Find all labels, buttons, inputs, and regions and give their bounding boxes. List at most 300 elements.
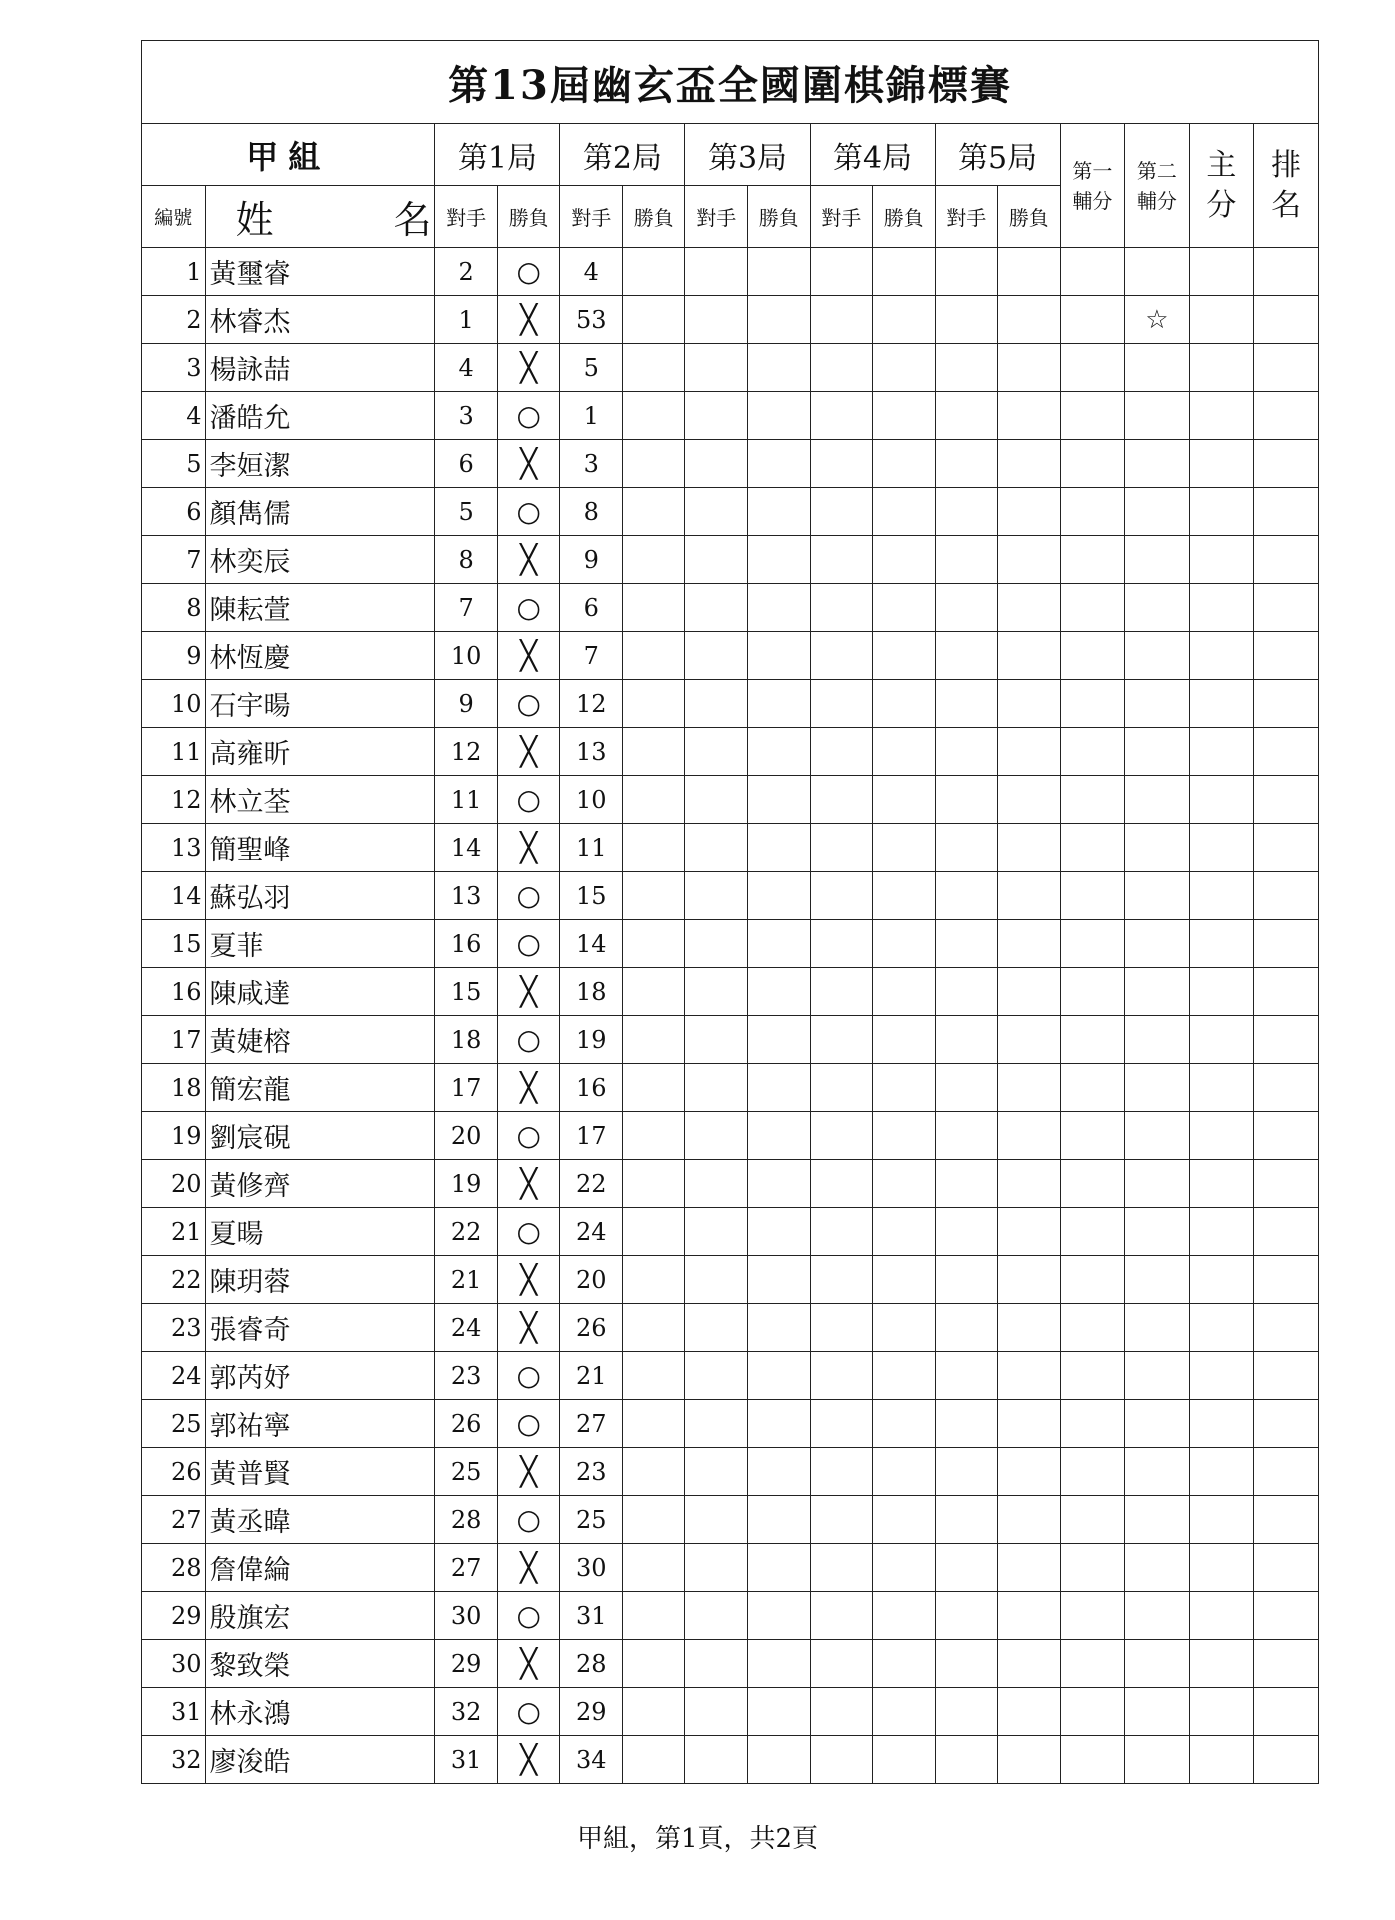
- round-3-result: [748, 1544, 811, 1592]
- round-2-opponent: 18: [560, 968, 623, 1016]
- results-table: [141, 40, 1319, 1784]
- rank-cell: [1254, 872, 1319, 920]
- round-1-opponent: 11: [435, 776, 498, 824]
- round-5-opponent: [935, 440, 998, 488]
- round-5-opponent: [935, 824, 998, 872]
- name-header-left: 姓: [235, 198, 274, 242]
- round-1-result: ╳: [497, 1544, 560, 1592]
- round-5-result: [998, 824, 1061, 872]
- round-2-opponent: 34: [560, 1736, 623, 1784]
- main-score-line1: 主: [1206, 147, 1237, 183]
- round-5-result: [998, 536, 1061, 584]
- round-3-opponent: [685, 1352, 748, 1400]
- round-3-result: [748, 1496, 811, 1544]
- rank-cell: [1254, 488, 1319, 536]
- result-header: 勝負: [873, 186, 936, 248]
- round-5-result: [998, 1112, 1061, 1160]
- round-1-result: ╳: [497, 296, 560, 344]
- round-3-result: [748, 248, 811, 296]
- round-1-opponent: 2: [435, 248, 498, 296]
- tiebreak-2-cell: [1125, 1640, 1190, 1688]
- round-3-header: 第3局: [685, 124, 810, 186]
- result-header: 勝負: [497, 186, 560, 248]
- player-number: 14: [142, 872, 206, 920]
- round-3-opponent: [685, 1592, 748, 1640]
- tiebreak-1-cell: [1060, 728, 1125, 776]
- table-row: [142, 1064, 1319, 1112]
- player-number: 15: [142, 920, 206, 968]
- main-score-cell: [1189, 248, 1254, 296]
- player-name: 郭芮妤: [205, 1352, 435, 1400]
- table-row: [142, 1016, 1319, 1064]
- round-3-opponent: [685, 1640, 748, 1688]
- round-4-result: [873, 680, 936, 728]
- rank-cell: [1254, 680, 1319, 728]
- rank-cell: [1254, 1544, 1319, 1592]
- round-1-opponent: 5: [435, 488, 498, 536]
- round-4-opponent: [810, 1304, 873, 1352]
- round-3-opponent: [685, 1496, 748, 1544]
- round-3-result: [748, 632, 811, 680]
- round-2-result: [622, 488, 685, 536]
- round-4-result: [873, 872, 936, 920]
- player-name: 廖浚皓: [205, 1736, 435, 1784]
- round-5-opponent: [935, 1112, 998, 1160]
- round-3-result: [748, 872, 811, 920]
- opponent-header: 對手: [435, 186, 498, 248]
- tiebreak-1-cell: [1060, 1112, 1125, 1160]
- round-2-result: [622, 1160, 685, 1208]
- group-name: 甲組: [142, 124, 435, 186]
- tiebreak-1-cell: [1060, 1544, 1125, 1592]
- tiebreak-1-cell: [1060, 1448, 1125, 1496]
- round-5-opponent: [935, 1448, 998, 1496]
- round-4-opponent: [810, 680, 873, 728]
- round-5-result: [998, 1208, 1061, 1256]
- round-1-opponent: 28: [435, 1496, 498, 1544]
- round-4-opponent: [810, 488, 873, 536]
- opponent-header: 對手: [560, 186, 623, 248]
- player-number: 28: [142, 1544, 206, 1592]
- round-1-opponent: 4: [435, 344, 498, 392]
- round-2-opponent: 16: [560, 1064, 623, 1112]
- table-row: [142, 1736, 1319, 1784]
- round-3-result: [748, 1064, 811, 1112]
- round-4-opponent: [810, 344, 873, 392]
- main-score-cell: [1189, 1448, 1254, 1496]
- round-5-opponent: [935, 680, 998, 728]
- player-number: 32: [142, 1736, 206, 1784]
- main-score-cell: [1189, 536, 1254, 584]
- round-2-result: [622, 248, 685, 296]
- round-2-opponent: 19: [560, 1016, 623, 1064]
- round-2-result: [622, 1016, 685, 1064]
- round-2-result: [622, 1640, 685, 1688]
- main-score-cell: [1189, 968, 1254, 1016]
- round-1-opponent: 26: [435, 1400, 498, 1448]
- player-number: 2: [142, 296, 206, 344]
- round-2-opponent: 23: [560, 1448, 623, 1496]
- tiebreak-2-cell: [1125, 1304, 1190, 1352]
- main-score-cell: [1189, 1256, 1254, 1304]
- result-header: 勝負: [998, 186, 1061, 248]
- round-5-result: [998, 1736, 1061, 1784]
- round-5-result: [998, 1352, 1061, 1400]
- round-3-opponent: [685, 1256, 748, 1304]
- rank-cell: [1254, 1016, 1319, 1064]
- player-name: 陳咸達: [205, 968, 435, 1016]
- round-5-opponent: [935, 1688, 998, 1736]
- round-4-result: [873, 776, 936, 824]
- round-4-result: [873, 344, 936, 392]
- round-1-opponent: 30: [435, 1592, 498, 1640]
- round-2-opponent: 6: [560, 584, 623, 632]
- player-number: 19: [142, 1112, 206, 1160]
- main-score-cell: [1189, 872, 1254, 920]
- rank-header: [1254, 124, 1319, 248]
- main-score-cell: [1189, 1208, 1254, 1256]
- player-name: 夏暘: [205, 1208, 435, 1256]
- round-4-header: 第4局: [810, 124, 935, 186]
- round-4-result: [873, 1112, 936, 1160]
- table-row: [142, 1208, 1319, 1256]
- round-5-opponent: [935, 632, 998, 680]
- tiebreak-2-cell: [1125, 392, 1190, 440]
- tiebreak-2-cell: [1125, 728, 1190, 776]
- round-3-result: [748, 296, 811, 344]
- round-3-opponent: [685, 392, 748, 440]
- player-name: 林睿杰: [205, 296, 435, 344]
- tiebreak-2-cell: [1125, 536, 1190, 584]
- round-1-opponent: 29: [435, 1640, 498, 1688]
- table-row: [142, 248, 1319, 296]
- round-1-result: ○: [497, 1112, 560, 1160]
- rank-line1: 排: [1271, 147, 1302, 183]
- result-header: 勝負: [748, 186, 811, 248]
- round-4-result: [873, 440, 936, 488]
- round-3-opponent: [685, 1688, 748, 1736]
- round-4-opponent: [810, 1496, 873, 1544]
- player-name: 郭祐寧: [205, 1400, 435, 1448]
- round-5-result: [998, 728, 1061, 776]
- tiebreak-2-cell: [1125, 632, 1190, 680]
- round-1-opponent: 7: [435, 584, 498, 632]
- player-name: 黃璽睿: [205, 248, 435, 296]
- round-1-result: ○: [497, 1592, 560, 1640]
- round-2-opponent: 10: [560, 776, 623, 824]
- round-3-result: [748, 824, 811, 872]
- round-1-opponent: 21: [435, 1256, 498, 1304]
- round-3-result: [748, 392, 811, 440]
- main-score-cell: [1189, 1592, 1254, 1640]
- round-1-result: ╳: [497, 1304, 560, 1352]
- round-1-opponent: 16: [435, 920, 498, 968]
- round-1-opponent: 12: [435, 728, 498, 776]
- round-4-result: [873, 488, 936, 536]
- round-2-opponent: 22: [560, 1160, 623, 1208]
- tiebreak-1-cell: [1060, 776, 1125, 824]
- rank-cell: [1254, 1064, 1319, 1112]
- player-number: 25: [142, 1400, 206, 1448]
- round-1-opponent: 20: [435, 1112, 498, 1160]
- round-5-result: [998, 776, 1061, 824]
- round-2-opponent: 9: [560, 536, 623, 584]
- round-3-opponent: [685, 1304, 748, 1352]
- round-4-result: [873, 296, 936, 344]
- round-1-result: ╳: [497, 1160, 560, 1208]
- table-row: [142, 1112, 1319, 1160]
- table-row: [142, 968, 1319, 1016]
- round-2-opponent: 1: [560, 392, 623, 440]
- round-5-result: [998, 1448, 1061, 1496]
- round-4-result: [873, 1736, 936, 1784]
- round-4-opponent: [810, 1688, 873, 1736]
- tiebreak-2-cell: [1125, 1160, 1190, 1208]
- round-3-result: [748, 1400, 811, 1448]
- rank-cell: [1254, 1688, 1319, 1736]
- round-4-opponent: [810, 632, 873, 680]
- round-2-result: [622, 1400, 685, 1448]
- opponent-header: 對手: [685, 186, 748, 248]
- tiebreak-2-cell: [1125, 584, 1190, 632]
- round-2-opponent: 13: [560, 728, 623, 776]
- rank-cell: [1254, 1256, 1319, 1304]
- round-3-opponent: [685, 488, 748, 536]
- main-score-cell: [1189, 1400, 1254, 1448]
- player-number: 10: [142, 680, 206, 728]
- player-number: 21: [142, 1208, 206, 1256]
- round-2-opponent: 28: [560, 1640, 623, 1688]
- table-row: [142, 344, 1319, 392]
- player-number: 29: [142, 1592, 206, 1640]
- round-4-result: [873, 248, 936, 296]
- main-score-cell: [1189, 1688, 1254, 1736]
- round-3-opponent: [685, 1448, 748, 1496]
- round-3-opponent: [685, 872, 748, 920]
- table-row: [142, 728, 1319, 776]
- round-2-opponent: 17: [560, 1112, 623, 1160]
- round-4-result: [873, 1688, 936, 1736]
- player-name: 殷旗宏: [205, 1592, 435, 1640]
- round-4-opponent: [810, 1592, 873, 1640]
- round-2-result: [622, 1688, 685, 1736]
- player-number: 31: [142, 1688, 206, 1736]
- table-row: [142, 1448, 1319, 1496]
- tiebreak-1-cell: [1060, 1640, 1125, 1688]
- round-5-opponent: [935, 1304, 998, 1352]
- round-2-result: [622, 1352, 685, 1400]
- round-2-result: [622, 344, 685, 392]
- rank-cell: [1254, 1400, 1319, 1448]
- main-score-cell: [1189, 392, 1254, 440]
- rank-cell: [1254, 1496, 1319, 1544]
- round-2-opponent: 53: [560, 296, 623, 344]
- number-header: 編號: [142, 186, 206, 248]
- round-4-result: [873, 1544, 936, 1592]
- round-3-result: [748, 1688, 811, 1736]
- round-4-opponent: [810, 1112, 873, 1160]
- main-score-cell: [1189, 1352, 1254, 1400]
- round-2-result: [622, 824, 685, 872]
- round-5-opponent: [935, 488, 998, 536]
- table-row: [142, 680, 1319, 728]
- round-5-result: [998, 1544, 1061, 1592]
- round-5-opponent: [935, 1016, 998, 1064]
- round-1-opponent: 1: [435, 296, 498, 344]
- round-1-result: ○: [497, 1208, 560, 1256]
- main-score-cell: [1189, 1016, 1254, 1064]
- round-5-opponent: [935, 1592, 998, 1640]
- round-5-result: [998, 680, 1061, 728]
- tiebreak-1-cell: [1060, 1736, 1125, 1784]
- round-2-opponent: 26: [560, 1304, 623, 1352]
- player-number: 16: [142, 968, 206, 1016]
- tiebreak-2-cell: [1125, 1400, 1190, 1448]
- round-1-opponent: 10: [435, 632, 498, 680]
- round-4-opponent: [810, 872, 873, 920]
- table-row: [142, 1160, 1319, 1208]
- player-name: 林恆慶: [205, 632, 435, 680]
- round-1-result: ○: [497, 1352, 560, 1400]
- tiebreak-1-header: [1060, 124, 1125, 248]
- round-3-opponent: [685, 584, 748, 632]
- rank-cell: [1254, 728, 1319, 776]
- player-name: 簡宏龍: [205, 1064, 435, 1112]
- round-5-result: [998, 584, 1061, 632]
- round-5-opponent: [935, 1352, 998, 1400]
- round-2-result: [622, 776, 685, 824]
- tiebreak-2-cell: [1125, 248, 1190, 296]
- round-3-opponent: [685, 968, 748, 1016]
- tiebreak-2-cell: [1125, 1496, 1190, 1544]
- tiebreak-2-cell: [1125, 488, 1190, 536]
- rank-cell: [1254, 1736, 1319, 1784]
- table-row: [142, 824, 1319, 872]
- player-name: 劉宸硯: [205, 1112, 435, 1160]
- round-2-opponent: 12: [560, 680, 623, 728]
- tiebreak-1-cell: [1060, 1160, 1125, 1208]
- player-name: 潘皓允: [205, 392, 435, 440]
- round-2-result: [622, 1256, 685, 1304]
- round-3-result: [748, 440, 811, 488]
- round-1-opponent: 9: [435, 680, 498, 728]
- round-4-opponent: [810, 440, 873, 488]
- round-4-opponent: [810, 824, 873, 872]
- tiebreak-2-cell: [1125, 1064, 1190, 1112]
- player-number: 9: [142, 632, 206, 680]
- round-3-opponent: [685, 1208, 748, 1256]
- tiebreak-1-cell: [1060, 968, 1125, 1016]
- main-score-cell: [1189, 584, 1254, 632]
- round-5-opponent: [935, 920, 998, 968]
- player-number: 7: [142, 536, 206, 584]
- round-1-result: ○: [497, 1496, 560, 1544]
- round-2-opponent: 25: [560, 1496, 623, 1544]
- round-1-result: ╳: [497, 1256, 560, 1304]
- round-3-opponent: [685, 1016, 748, 1064]
- tiebreak-2-cell: [1125, 776, 1190, 824]
- round-5-result: [998, 632, 1061, 680]
- round-1-opponent: 15: [435, 968, 498, 1016]
- round-4-result: [873, 1016, 936, 1064]
- round-2-header: 第2局: [560, 124, 685, 186]
- round-5-result: [998, 968, 1061, 1016]
- round-5-result: [998, 440, 1061, 488]
- round-3-opponent: [685, 1112, 748, 1160]
- round-3-result: [748, 920, 811, 968]
- rank-cell: [1254, 584, 1319, 632]
- player-name: 高雍昕: [205, 728, 435, 776]
- round-3-opponent: [685, 1064, 748, 1112]
- round-5-opponent: [935, 872, 998, 920]
- tiebreak-2-cell: [1125, 1208, 1190, 1256]
- round-2-result: [622, 296, 685, 344]
- round-1-result: ○: [497, 776, 560, 824]
- round-1-result: ○: [497, 392, 560, 440]
- main-score-line2: 分: [1206, 187, 1237, 223]
- table-row: [142, 1256, 1319, 1304]
- player-number: 24: [142, 1352, 206, 1400]
- rank-cell: [1254, 920, 1319, 968]
- round-2-opponent: 5: [560, 344, 623, 392]
- tiebreak-1-cell: [1060, 488, 1125, 536]
- rank-cell: [1254, 440, 1319, 488]
- rank-cell: [1254, 776, 1319, 824]
- round-5-result: [998, 1640, 1061, 1688]
- main-score-cell: [1189, 824, 1254, 872]
- round-4-result: [873, 968, 936, 1016]
- player-name: 林立荃: [205, 776, 435, 824]
- round-5-result: [998, 1400, 1061, 1448]
- tiebreak-2-cell: [1125, 344, 1190, 392]
- round-5-opponent: [935, 728, 998, 776]
- round-2-result: [622, 872, 685, 920]
- round-2-result: [622, 440, 685, 488]
- round-4-result: [873, 1448, 936, 1496]
- rank-cell: [1254, 1160, 1319, 1208]
- round-3-opponent: [685, 776, 748, 824]
- tiebreak-2-cell: [1125, 1448, 1190, 1496]
- main-score-cell: [1189, 680, 1254, 728]
- round-2-result: [622, 680, 685, 728]
- rank-cell: [1254, 248, 1319, 296]
- round-1-header: 第1局: [435, 124, 560, 186]
- round-2-opponent: 30: [560, 1544, 623, 1592]
- round-1-result: ╳: [497, 344, 560, 392]
- player-number: 6: [142, 488, 206, 536]
- tiebreak-2-cell: [1125, 1544, 1190, 1592]
- tiebreak-1-cell: [1060, 248, 1125, 296]
- round-4-opponent: [810, 392, 873, 440]
- result-header: 勝負: [622, 186, 685, 248]
- round-5-opponent: [935, 248, 998, 296]
- round-3-result: [748, 1016, 811, 1064]
- round-4-opponent: [810, 1016, 873, 1064]
- round-5-result: [998, 1256, 1061, 1304]
- round-3-opponent: [685, 680, 748, 728]
- round-1-opponent: 22: [435, 1208, 498, 1256]
- tiebreak-1-cell: [1060, 680, 1125, 728]
- round-2-opponent: 31: [560, 1592, 623, 1640]
- round-1-opponent: 23: [435, 1352, 498, 1400]
- table-row: [142, 536, 1319, 584]
- main-score-cell: [1189, 1496, 1254, 1544]
- round-1-result: ○: [497, 920, 560, 968]
- round-4-opponent: [810, 1736, 873, 1784]
- round-5-result: [998, 296, 1061, 344]
- round-5-opponent: [935, 776, 998, 824]
- table-row: [142, 1592, 1319, 1640]
